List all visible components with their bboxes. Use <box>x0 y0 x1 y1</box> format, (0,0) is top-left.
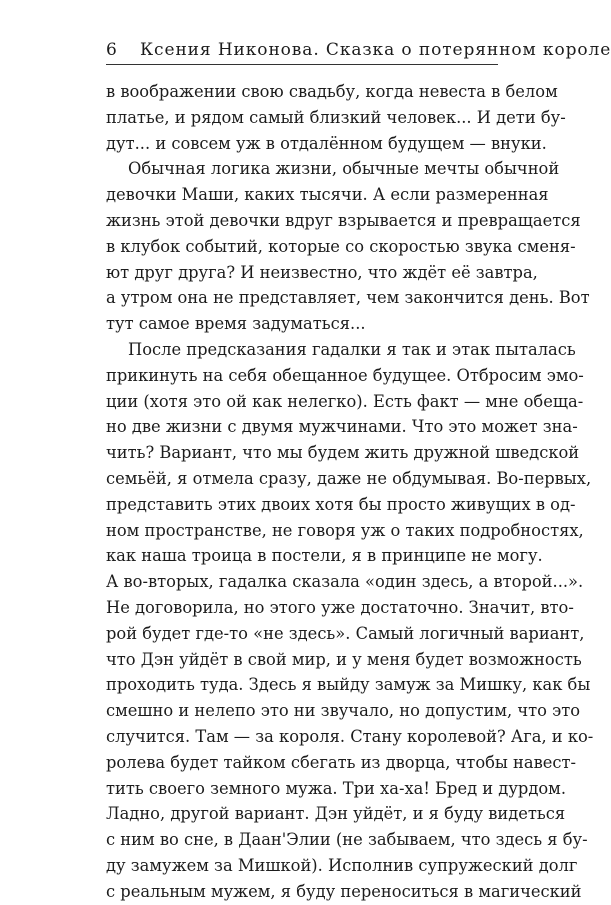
text-line: что Дэн уйдёт в свой мир, и у меня будет возможность <box>106 649 582 669</box>
running-head <box>106 37 611 65</box>
text-line: как наша троица в постели, я в принципе не могу. <box>106 546 543 566</box>
text-line: ют друг друга? И неизвестно, что ждёт её завтра, <box>106 262 538 282</box>
text-line: ции (хотя это ой как нелегко). Есть факт — мне обеща- <box>106 391 584 411</box>
text-line: тут самое время задуматься... <box>106 314 366 334</box>
text-line: рой будет где-то «не здесь». Самый логичный вариант, <box>106 623 585 643</box>
running-head-title: Ксения Никонова. Сказка о потерянном короле <box>140 40 611 60</box>
text-line: с реальным мужем, я буду переноситься в магический <box>106 881 582 901</box>
text-line: в клубок событий, которые со скоростью звука сменя- <box>106 236 576 256</box>
text-line: А во-вторых, гадалка сказала «один здесь, а второй...». <box>106 572 584 592</box>
text-line: Обычная логика жизни, обычные мечты обычной <box>128 159 560 179</box>
text-line: дут... и совсем уж в отдалённом будущем — внуки. <box>106 133 547 153</box>
text-line: с ним во сне, в Даан'Элии (не забываем, что здесь я бу- <box>106 830 588 850</box>
text-line: жизнь этой девочки вдруг взрывается и превращается <box>106 210 581 230</box>
text-line: в воображении свою свадьбу, когда невеста в белом <box>106 82 558 101</box>
text-line: ном пространстве, не говоря уж о таких подробностях, <box>106 520 584 540</box>
text-line: ролева будет тайком сбегать из дворца, чтобы навест- <box>106 752 577 772</box>
text-line: прикинуть на себя обещанное будущее. Отбросим эмо- <box>106 365 584 385</box>
text-line: ду замужем за Мишкой). Исполнив супружеский долг <box>106 855 578 875</box>
text-line: После предсказания гадалки я так и этак пыталась <box>128 339 576 359</box>
text-line: проходить туда. Здесь я выйду замуж за Мишку, как бы <box>106 675 591 695</box>
text-line: Ладно, другой вариант. Дэн уйдёт, и я буду видеться <box>106 804 566 824</box>
text-line: платье, и рядом самый близкий человек... И дети бу- <box>106 107 566 127</box>
text-line: а утром она не представляет, чем закончится день. Вот <box>106 288 590 308</box>
text-line: чить? Вариант, что мы будем жить дружной шведской <box>106 443 580 463</box>
text-line: семьёй, я отмела сразу, даже не обдумывая. Во-первых, <box>106 468 592 488</box>
text-line: смешно и нелепо это ни звучало, но допустим, что это <box>106 701 581 721</box>
text-line: случится. Там — за короля. Стану королевой? Ага, и ко- <box>106 726 594 746</box>
text-line: но две жизни с двумя мужчинами. Что это может зна- <box>106 417 578 437</box>
text-line: тить своего земного мужа. Три ха-ха! Бред и дурдом. <box>106 778 567 798</box>
text-line: представить этих двоих хотя бы просто живущих в од- <box>106 494 576 514</box>
page-number: 6 <box>106 40 118 60</box>
text-line: Не договорила, но этого уже достаточно. Значит, вто- <box>106 597 574 617</box>
body-text <box>106 79 594 905</box>
text-line: девочки Маши, каких тысячи. А если размеренная <box>106 185 549 205</box>
